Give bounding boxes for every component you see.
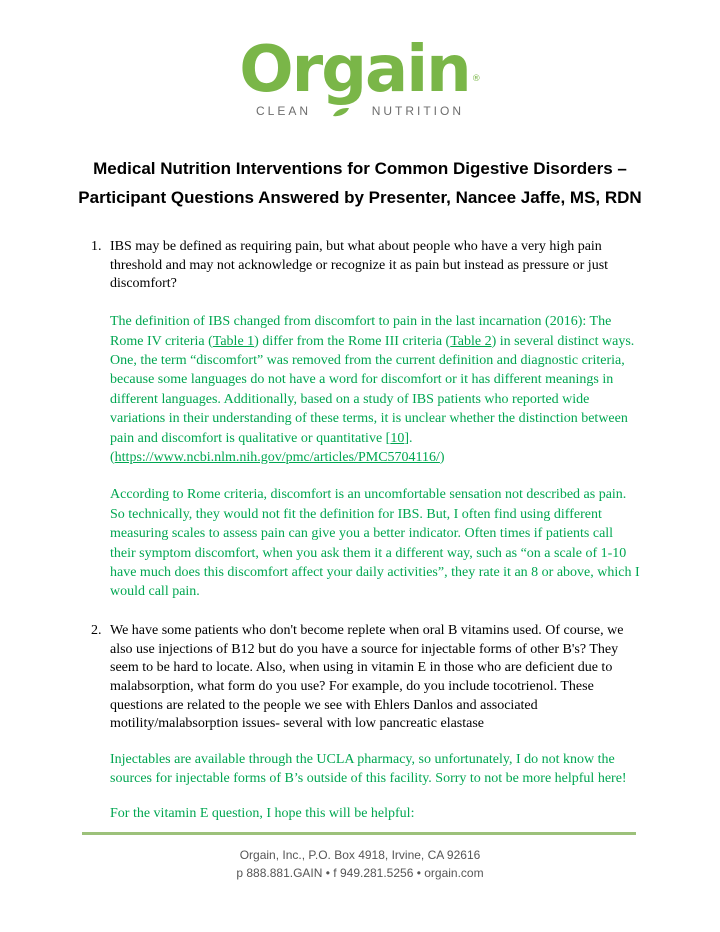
- leaf-icon: [317, 106, 365, 118]
- logo-tagline-left: CLEAN: [255, 104, 311, 118]
- answer-text: ) in several distinct ways. One, the term “discomfort” was removed from the current definition and diagnostic criteria, because some languages do not have a word for discomfort or it has different meanings in different languages. Additionally, based on a study of IBS patients who reported wide variations in their understanding of these terms, it is unclear whether the distinction between pain and discomfort is qualitative or quantitative [: [110, 333, 635, 446]
- ncbi-article-link[interactable]: https://www.ncbi.nlm.nih.gov/pmc/articles/PMC5704116/: [114, 449, 440, 465]
- title-line-2: Participant Questions Answered by Presenter, Nancee Jaffe, MS, RDN: [78, 188, 642, 207]
- document-title: [0, 154, 720, 212]
- orgain-logo: [0, 33, 720, 118]
- logo-tagline: [0, 104, 720, 118]
- answer-2-paragraph-2: For the vitamin E question, I hope this will be helpful:: [110, 806, 415, 822]
- table-1-link[interactable]: Table 1: [212, 333, 255, 349]
- footer-divider: [82, 832, 636, 835]
- answer-1-paragraph-1: [110, 312, 640, 467]
- footer-contact: p 888.881.GAIN • f 949.281.5256 • orgain.com: [236, 866, 484, 880]
- answer-text: ]. (: [110, 430, 413, 465]
- answer-2-paragraph-1: Injectables are available through the UCLA pharmacy, so unfortunately, I do not know the sources for injectable forms of B’s outside of this facility. Sorry to not be more helpful here!: [110, 752, 627, 787]
- logo-wordmark: Orgain: [239, 33, 470, 107]
- question-1-number: 1.: [91, 239, 102, 254]
- footer-address: Orgain, Inc., P.O. Box 4918, Irvine, CA 92616: [239, 848, 481, 862]
- registered-mark: ®: [471, 74, 481, 84]
- footer: [0, 846, 720, 882]
- answer-1-paragraph-2: According to Rome criteria, discomfort is an uncomfortable sensation not described as pain. So technically, they would not fit the definition for IBS. But, I often find using different measuring scales to assess pain can give you a better indicator. Often times if patients call their symptom discomfort, when you ask them it a different way, such as “on a scale of 1-10 have much does this discomfort affect your daily activities”, they rate it an 8 or above, which I would call pain.: [110, 487, 640, 600]
- answer-text: ): [439, 449, 445, 465]
- answer-text: The definition of IBS changed from discomfort to pain in the last incarnation (2016): The Rome IV criteria (: [110, 314, 612, 349]
- qa-content: [91, 238, 640, 823]
- question-1-text: IBS may be defined as requiring pain, but what about people who have a very high pain threshold and may not acknowledge or recognize it as pain but instead as pressure or just discomfort?: [110, 239, 609, 292]
- answer-text: ) differ from the Rome III criteria (: [254, 333, 451, 349]
- logo-tagline-right: NUTRITION: [371, 104, 465, 118]
- reference-10-link[interactable]: 10: [390, 430, 405, 446]
- question-1: [91, 238, 640, 294]
- table-2-link[interactable]: Table 2: [450, 333, 492, 349]
- title-line-1: Medical Nutrition Interventions for Common Digestive Disorders –: [93, 159, 627, 178]
- question-2-number: 2.: [91, 622, 102, 638]
- question-2: [91, 622, 640, 734]
- question-2-text: We have some patients who don't become replete when oral B vitamins used. Of course, we also use injections of B12 but do you have a source for injectable forms of other B's? They seem to be hard to locate. Also, when using in vitamin E in those who are deficient due to malabsorption, what form do you use? For example, do you include tocotrienol. These questions are related to the people we see with Ehlers Danlos and associated motility/malabsorption issues- several with low pancreatic elastase: [110, 622, 624, 732]
